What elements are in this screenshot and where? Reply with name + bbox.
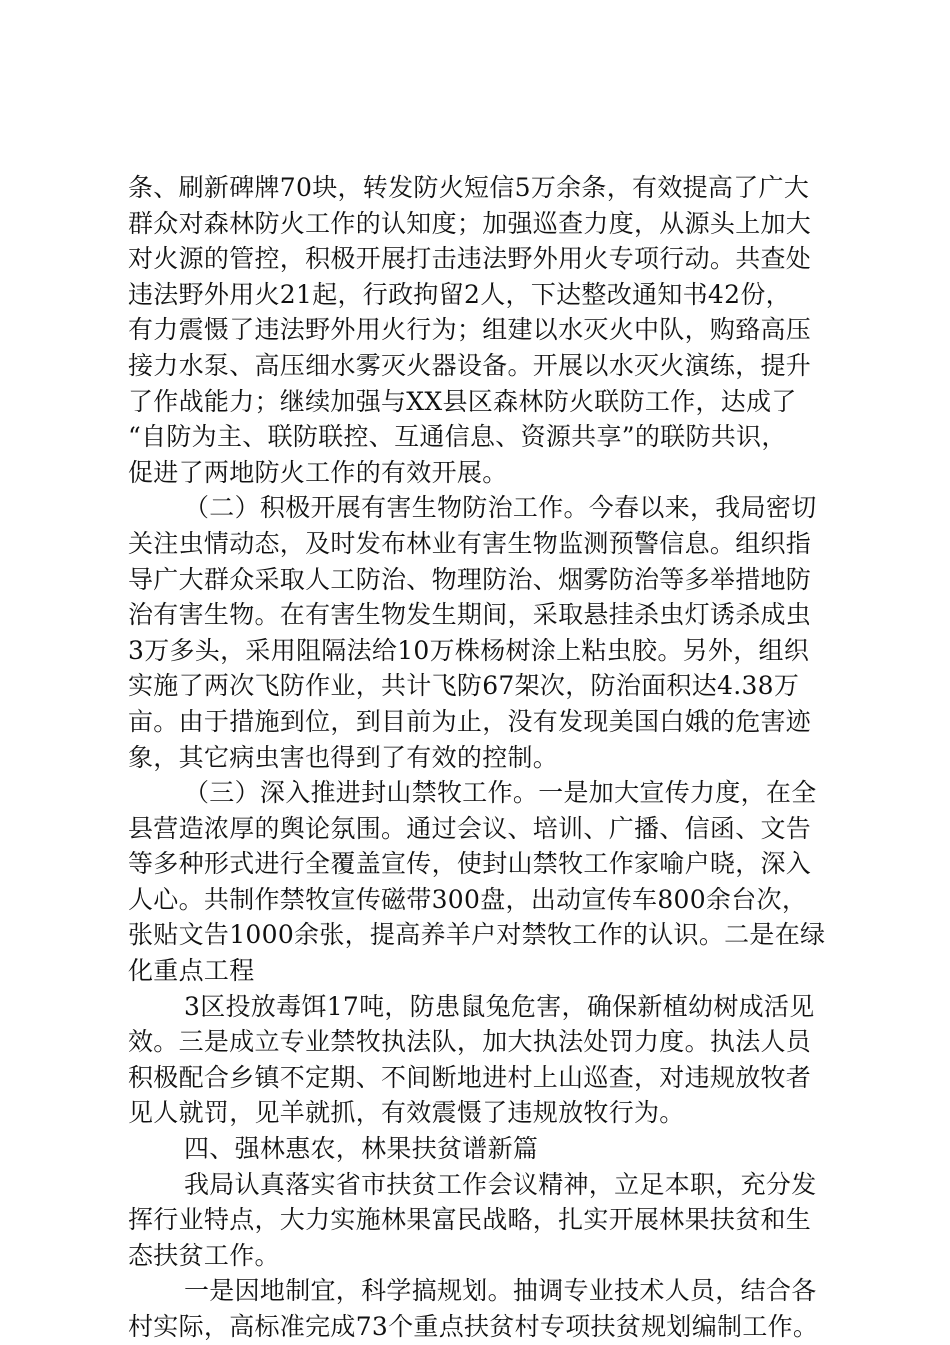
text-line: 态扶贫工作。 [128,1240,280,1270]
text-line: 四、强林惠农，林果扶贫谱新篇 [184,1134,539,1164]
text-line: 关注虫情动态，及时发布林业有害生物监测预警信息。组织指 [128,528,812,558]
text-line: 人心。共制作禁牧宣传磁带300盘，出动宣传车800余台次， [128,884,808,914]
text-line: 导广大群众采取人工防治、物理防治、烟雾防治等多举措地防 [128,564,812,594]
text-line: 县营造浓厚的舆论氛围。通过会议、培训、广播、信函、文告 [128,813,812,843]
text-line: 积极配合乡镇不定期、不间断地进村上山巡查，对违规放牧者 [128,1062,812,1092]
text-line: 群众对森林防火工作的认知度；加强巡查力度，从源头上加大 [128,208,812,238]
text-line: 3万多头，采用阻隔法给10万株杨树涂上粘虫胶。另外，组织 [128,635,810,665]
text-line: 亩。由于措施到位，到目前为止，没有发现美国白娥的危害迹 [128,706,812,736]
text-line: 促进了两地防火工作的有效开展。 [128,457,508,487]
text-line: 对火源的管控，积极开展打击违法野外用火专项行动。共查处 [128,244,812,274]
text-line: 挥行业特点，大力实施林果富民战略，扎实开展林果扶贫和生 [128,1205,812,1235]
text-line: 化重点工程 [128,956,255,986]
text-line: 治有害生物。在有害生物发生期间，采取悬挂杀虫灯诱杀成虫 [128,600,812,630]
text-line: 我局认真落实省市扶贫工作会议精神，立足本职，充分发 [184,1169,817,1199]
text-line: （三）深入推进封山禁牧工作。一是加大宣传力度，在全 [184,778,817,808]
text-line: 3区投放毒饵17吨，防患鼠兔危害，确保新植幼树成活见 [184,991,815,1021]
text-line: 等多种形式进行全覆盖宣传，使封山禁牧工作家喻户晓，深入 [128,849,812,879]
text-line: 实施了两次飞防作业，共计飞防67架次，防治面积达4.38万 [128,671,800,701]
text-line: 一是因地制宜，科学搞规划。抽调专业技术人员，结合各 [184,1276,817,1306]
text-line: 有力震慑了违法野外用火行为；组建以水灭火中队，购臵高压 [128,315,812,345]
text-line: 效。三是成立专业禁牧执法队，加大执法处罚力度。执法人员 [128,1027,812,1057]
document-body [128,170,828,1345]
text-line: 村实际，高标准完成73个重点扶贫村专项扶贫规划编制工作。 [128,1312,819,1341]
text-line: 象，其它病虫害也得到了有效的控制。 [128,742,559,772]
text-line: 了作战能力；继续加强与XX县区森林防火联防工作，达成了 [128,386,797,416]
text-line: 条、刷新碑牌70块，转发防火短信5万余条，有效提高了广大 [128,173,810,202]
text-line: “自防为主、联防联控、互通信息、资源共享”的联防共识， [128,422,787,452]
text-line: 接力水泵、高压细水雾灭火器设备。开展以水灭火演练，提升 [128,350,812,380]
text-line: 违法野外用火21起，行政拘留2人，下达整改通知书42份， [128,279,791,309]
text-line: 见人就罚，见羊就抓，有效震慑了违规放牧行为。 [128,1098,685,1128]
text-line: （二）积极开展有害生物防治工作。今春以来，我局密切 [184,493,817,523]
text-line: 张贴文告1000余张，提高养羊户对禁牧工作的认识。二是在绿 [128,920,826,950]
